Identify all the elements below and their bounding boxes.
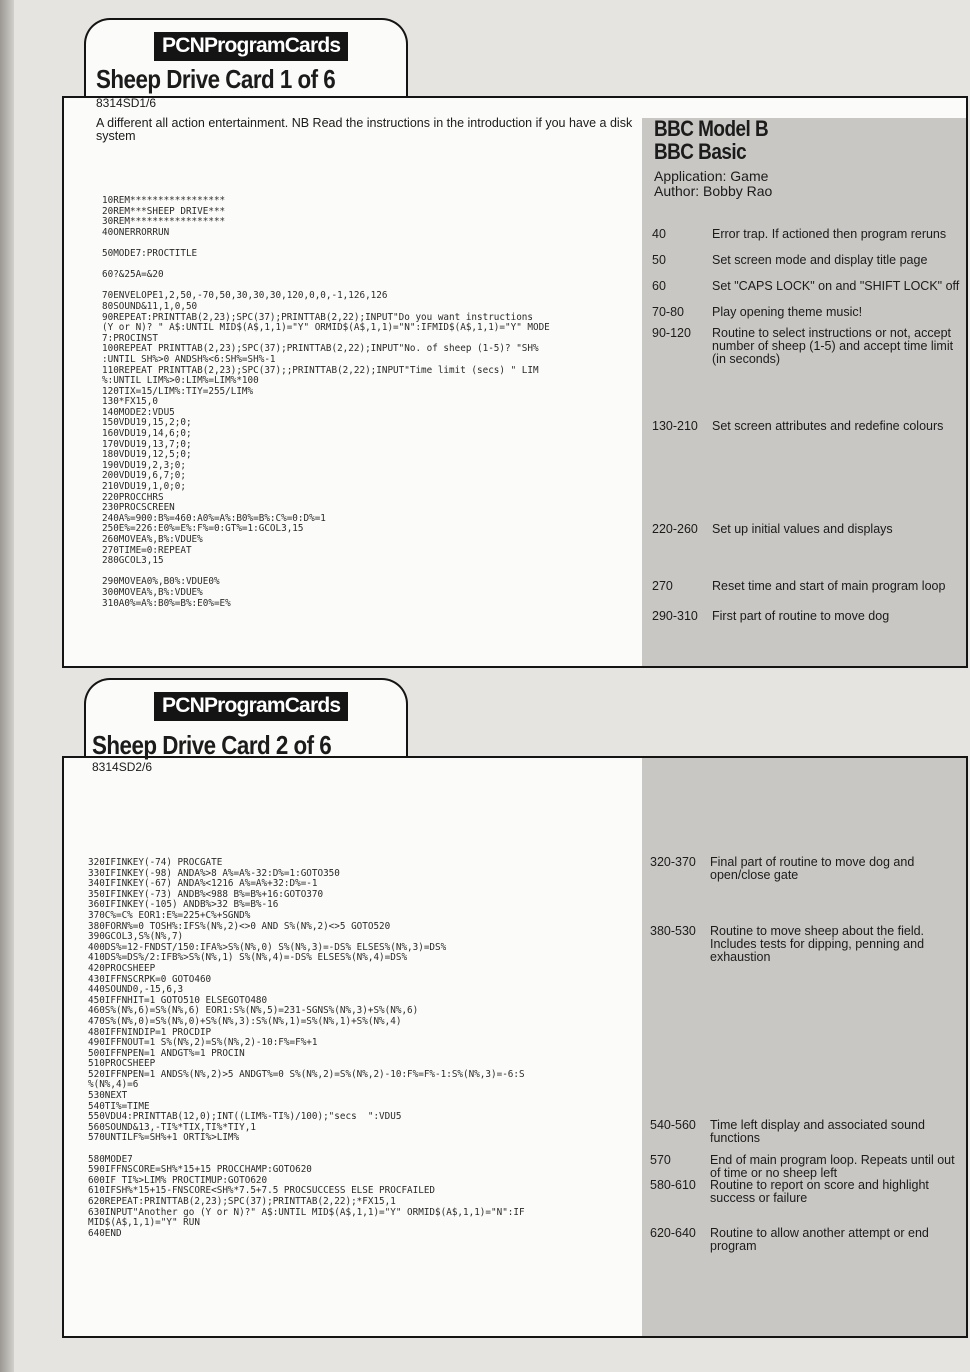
listing-line: 10REM***************** (102, 195, 226, 206)
line-note (652, 280, 962, 293)
listing-line (102, 260, 550, 271)
brand-logo: PCNProgramCards (154, 692, 348, 721)
listing-line: 300MOVEA%,B%:VDUE% (102, 586, 203, 598)
line-range: 220-260 (652, 522, 698, 536)
listing-line: 240A%=900:B%=460:A0%=A%:B0%=B%:C%=0:D%=1 (102, 512, 326, 524)
line-note (652, 523, 962, 536)
listing-line: 190VDU19,2,3;0; (102, 459, 186, 471)
listing-line: 350IFINKEY(-73) ANDB%<988 B%=B%+16:GOTO370 (88, 888, 324, 900)
line-range: 380-530 (650, 924, 696, 938)
line-note-text: Set "CAPS LOCK" on and "SHIFT LOCK" off (712, 279, 960, 293)
line-note-text: Set screen mode and display title page (712, 253, 928, 267)
listing-line: 40ONERRORRUN (102, 226, 170, 238)
listing-line: 370C%=C% EOR1:E%=225+C%+SGND% (88, 909, 251, 921)
listing-line: MID$(A$,1,1)="Y" RUN (88, 1217, 200, 1229)
listing-line: 220PROCCHRS (102, 491, 164, 503)
program-listing (102, 196, 550, 609)
line-note (650, 856, 960, 882)
line-note (652, 610, 962, 623)
listing-line: 340IFINKEY(-67) ANDA%<1216 A%=A%+32:D%=-1 (88, 878, 318, 890)
listing-line: 260MOVEA%,B%:VDUE% (102, 534, 203, 545)
line-note-text: Reset time and start of main program loop (712, 579, 946, 593)
line-note (650, 1179, 960, 1205)
line-note (650, 1227, 960, 1253)
listing-line: 180VDU19,12,5;0; (102, 449, 192, 461)
line-note (652, 420, 962, 433)
listing-line: 20REM***SHEEP DRIVE*** (102, 205, 226, 217)
listing-line: 250E%=226:E0%=E%:F%=0:GT%=1:GCOL3,15 (102, 523, 304, 535)
line-range: 540-560 (650, 1118, 696, 1132)
listing-line: 420PROCSHEEP (88, 962, 156, 974)
listing-line: 540TI%=TIME (88, 1100, 150, 1112)
listing-line: 550VDU4:PRINTTAB(12,0);INT((LIM%-TI%)/100);"secs ":VDU5 (88, 1111, 402, 1123)
listing-line: 490IFFNOUT=1 S%(N%,2)=S%(N%,2)-10:F%=F%+1 (88, 1037, 318, 1049)
listing-line: 520IFFNPEN=1 ANDS%(N%,2)>5 ANDGT%=0 S%(N%,2)=S%(N%,2)-10:F%=F%-1:S%(N%,3)=-6:S (88, 1068, 525, 1080)
program-listing (88, 858, 525, 1239)
application-type: Application: Game (654, 168, 769, 184)
line-note-text: Routine to allow another attempt or end program (710, 1226, 929, 1253)
listing-line: 630INPUT"Another go (Y or N)?" A$:UNTIL MID$(A$,1,1)="Y" ORMID$(A$,1,1)="N":IF (88, 1206, 525, 1218)
listing-line: 390GCOL3,S%(N%,7) (88, 931, 184, 943)
card-code-id: 8314SD1/6 (96, 96, 157, 110)
line-note-text: Error trap. If actioned then program reruns (712, 227, 947, 241)
card-code-id: 8314SD2/6 (92, 760, 153, 774)
line-note-text: First part of routine to move dog (712, 609, 890, 623)
program-description: A different all action entertainment. NB Read the instructions in the introduction if you have a disk system (96, 116, 633, 143)
line-range: 270 (652, 579, 673, 593)
listing-line: 570UNTILF%=SH%+1 ORTI%>LIM% (88, 1132, 240, 1144)
listing-line: 120TIX=15/LIM%:TIY=255/LIM% (102, 385, 254, 397)
card-title: Sheep Drive Card 2 of 6 (92, 730, 332, 760)
listing-line: 530NEXT (88, 1090, 128, 1102)
brand-logo: PCNProgramCards (154, 32, 348, 61)
program-card-1 (62, 18, 968, 668)
line-note-text: Time left display and associated sound functions (710, 1118, 925, 1145)
line-range: 90-120 (652, 326, 691, 340)
listing-line: (Y or N)? " A$:UNTIL MID$(A$,1,1)="Y" ORMID$(A$,1,1)="N":IFMID$(A$,1,1)="Y" MODE (102, 322, 550, 334)
listing-line: 160VDU19,14,6;0; (102, 428, 192, 440)
listing-line: 590IFFNSCORE=SH%*15+15 PROCCHAMP:GOTO620 (88, 1164, 312, 1176)
listing-line: 400DS%=12-FNDST/150:IFA%>S%(N%,0) S%(N%,3)=-DS% ELSES%(N%,3)=DS% (88, 941, 447, 953)
listing-line: 310A0%=A%:B0%=B%:E0%=E% (102, 597, 231, 609)
line-note-text: End of main program loop. Repeats until out of time or no sheep left (710, 1153, 955, 1180)
listing-line: 60?&25A=&20 (102, 269, 164, 281)
listing-line: 380FORN%=0 TOSH%:IFS%(N%,2)<>0 AND S%(N%,2)<>5 GOTO520 (88, 920, 391, 932)
card-title: Sheep Drive Card 1 of 6 (96, 64, 336, 94)
line-range: 50 (652, 253, 666, 267)
listing-line: :UNTIL SH%>0 ANDSH%<6:SH%=SH%-1 (102, 353, 276, 365)
listing-line: 230PROCSCREEN (102, 502, 175, 514)
line-note (650, 1119, 960, 1145)
listing-line: 320IFINKEY(-74) PROCGATE (88, 857, 223, 868)
listing-line: 580MODE7 (88, 1153, 133, 1165)
line-note (652, 306, 962, 319)
line-note (650, 925, 960, 964)
line-range: 620-640 (650, 1226, 696, 1240)
line-note-text: Play opening theme music! (712, 305, 863, 319)
listing-line: 130*FX15,0 (102, 396, 158, 408)
listing-line: 7:PROCINST (102, 332, 158, 344)
program-author: Author: Bobby Rao (654, 183, 773, 199)
listing-line (88, 1144, 525, 1155)
listing-line: 440SOUND0,-15,6,3 (88, 984, 184, 996)
line-note-text: Routine to select instructions or not, accept number of sheep (1-5) and accept time limit (in seconds) (712, 326, 954, 366)
line-range: 580-610 (650, 1178, 696, 1192)
listing-line: 210VDU19,1,0;0; (102, 481, 186, 493)
listing-line: 450IFFNHIT=1 GOTO510 ELSEGOTO480 (88, 994, 268, 1006)
listing-line: 150VDU19,15,2;0; (102, 417, 192, 429)
listing-line: 50MODE7:PROCTITLE (102, 247, 198, 259)
listing-line: 510PROCSHEEP (88, 1058, 156, 1070)
line-range: 70-80 (652, 305, 684, 319)
machine-name: BBC Model B (654, 116, 769, 141)
listing-line: 620REPEAT:PRINTTAB(2,23);SPC(37);PRINTTAB(2,22);*FX15,1 (88, 1196, 396, 1207)
line-range: 130-210 (652, 419, 698, 433)
line-range: 40 (652, 227, 666, 241)
listing-line: 640END (88, 1227, 122, 1239)
program-card-2 (62, 678, 968, 1338)
listing-line: 360IFINKEY(-105) ANDB%>32 B%=B%-16 (88, 899, 279, 911)
listing-line: 330IFINKEY(-98) ANDA%>8 A%=A%-32:D%=1:GOTO350 (88, 867, 340, 879)
line-note-text: Routine to report on score and highlight success or failure (710, 1178, 929, 1205)
listing-line: 80SOUND&11,1,0,50 (102, 300, 198, 312)
line-note-text: Set screen attributes and redefine colours (712, 419, 944, 433)
listing-line: 110REPEAT PRINTTAB(2,23);SPC(37);;PRINTTAB(2,22);INPUT"Time limit (secs) " LIM (102, 364, 539, 376)
listing-line: 500IFFNPEN=1 ANDGT%=1 PROCIN (88, 1047, 245, 1059)
line-note (652, 580, 962, 593)
line-note-text: Routine to move sheep about the field. Includes tests for dipping, penning and exhaustion (710, 924, 925, 964)
page-binding-shadow (0, 0, 14, 1372)
listing-line: 270TIME=0:REPEAT (102, 544, 192, 556)
listing-line: 280GCOL3,15 (102, 555, 164, 567)
line-note (652, 254, 962, 267)
listing-line: 30REM***************** (102, 216, 226, 228)
listing-line: 410DS%=DS%/2:IFB%>S%(N%,1) S%(N%,4)=-DS% ELSES%(N%,4)=DS% (88, 952, 408, 964)
listing-line: 610IFSH%*15+15-FNSCORE<SH%*7.5+7.5 PROCSUCCESS ELSE PROCFAILED (88, 1185, 436, 1197)
listing-line: 560SOUND&13,-TI%*TIX,TI%*TIY,1 (88, 1121, 256, 1133)
line-range: 60 (652, 279, 666, 293)
listing-line: 100REPEAT PRINTTAB(2,23);SPC(37);PRINTTAB(2,22);INPUT"No. of sheep (1-5)? "SH% (102, 343, 539, 355)
listing-line: %(N%,4)=6 (88, 1079, 139, 1091)
line-note-text: Set up initial values and displays (712, 522, 893, 536)
listing-line: 460S%(N%,6)=S%(N%,6) EOR1:S%(N%,5)=231-SGNS%(N%,3)+S%(N%,6) (88, 1005, 419, 1017)
line-notes (652, 18, 968, 668)
listing-line: 470S%(N%,0)=S%(N%,0)+S%(N%,3):S%(N%,1)=S%(N%,1)+S%(N%,4) (88, 1015, 402, 1027)
listing-line: 430IFFNSCRPK=0 GOTO460 (88, 973, 212, 985)
line-note (652, 327, 962, 366)
listing-line: 70ENVELOPE1,2,50,-70,50,30,30,30,120,0,0,-1,126,126 (102, 290, 388, 302)
line-note-text: Final part of routine to move dog and open/close gate (710, 855, 915, 882)
listing-line: 480IFFNINDIP=1 PROCDIP (88, 1026, 212, 1038)
listing-line: 600IF TI%>LIM% PROCTIMUP:GOTO620 (88, 1174, 268, 1186)
line-range: 570 (650, 1153, 671, 1167)
line-note (652, 228, 962, 241)
language-name: BBC Basic (654, 139, 747, 164)
listing-line: 140MODE2:VDU5 (102, 406, 175, 418)
listing-line: 170VDU19,13,7;0; (102, 438, 192, 450)
listing-line: %:UNTIL LIM%>0:LIM%=LIM%*100 (102, 375, 259, 387)
line-notes (650, 678, 968, 1338)
line-range: 290-310 (652, 609, 698, 623)
listing-line: 200VDU19,6,7;0; (102, 470, 186, 482)
listing-line: 290MOVEA0%,B0%:VDUE0% (102, 576, 220, 588)
line-range: 320-370 (650, 855, 696, 869)
listing-line: 90REPEAT:PRINTTAB(2,23);SPC(37);PRINTTAB(2,22);INPUT"Do you want instructions (102, 311, 533, 323)
line-note (650, 1154, 960, 1180)
